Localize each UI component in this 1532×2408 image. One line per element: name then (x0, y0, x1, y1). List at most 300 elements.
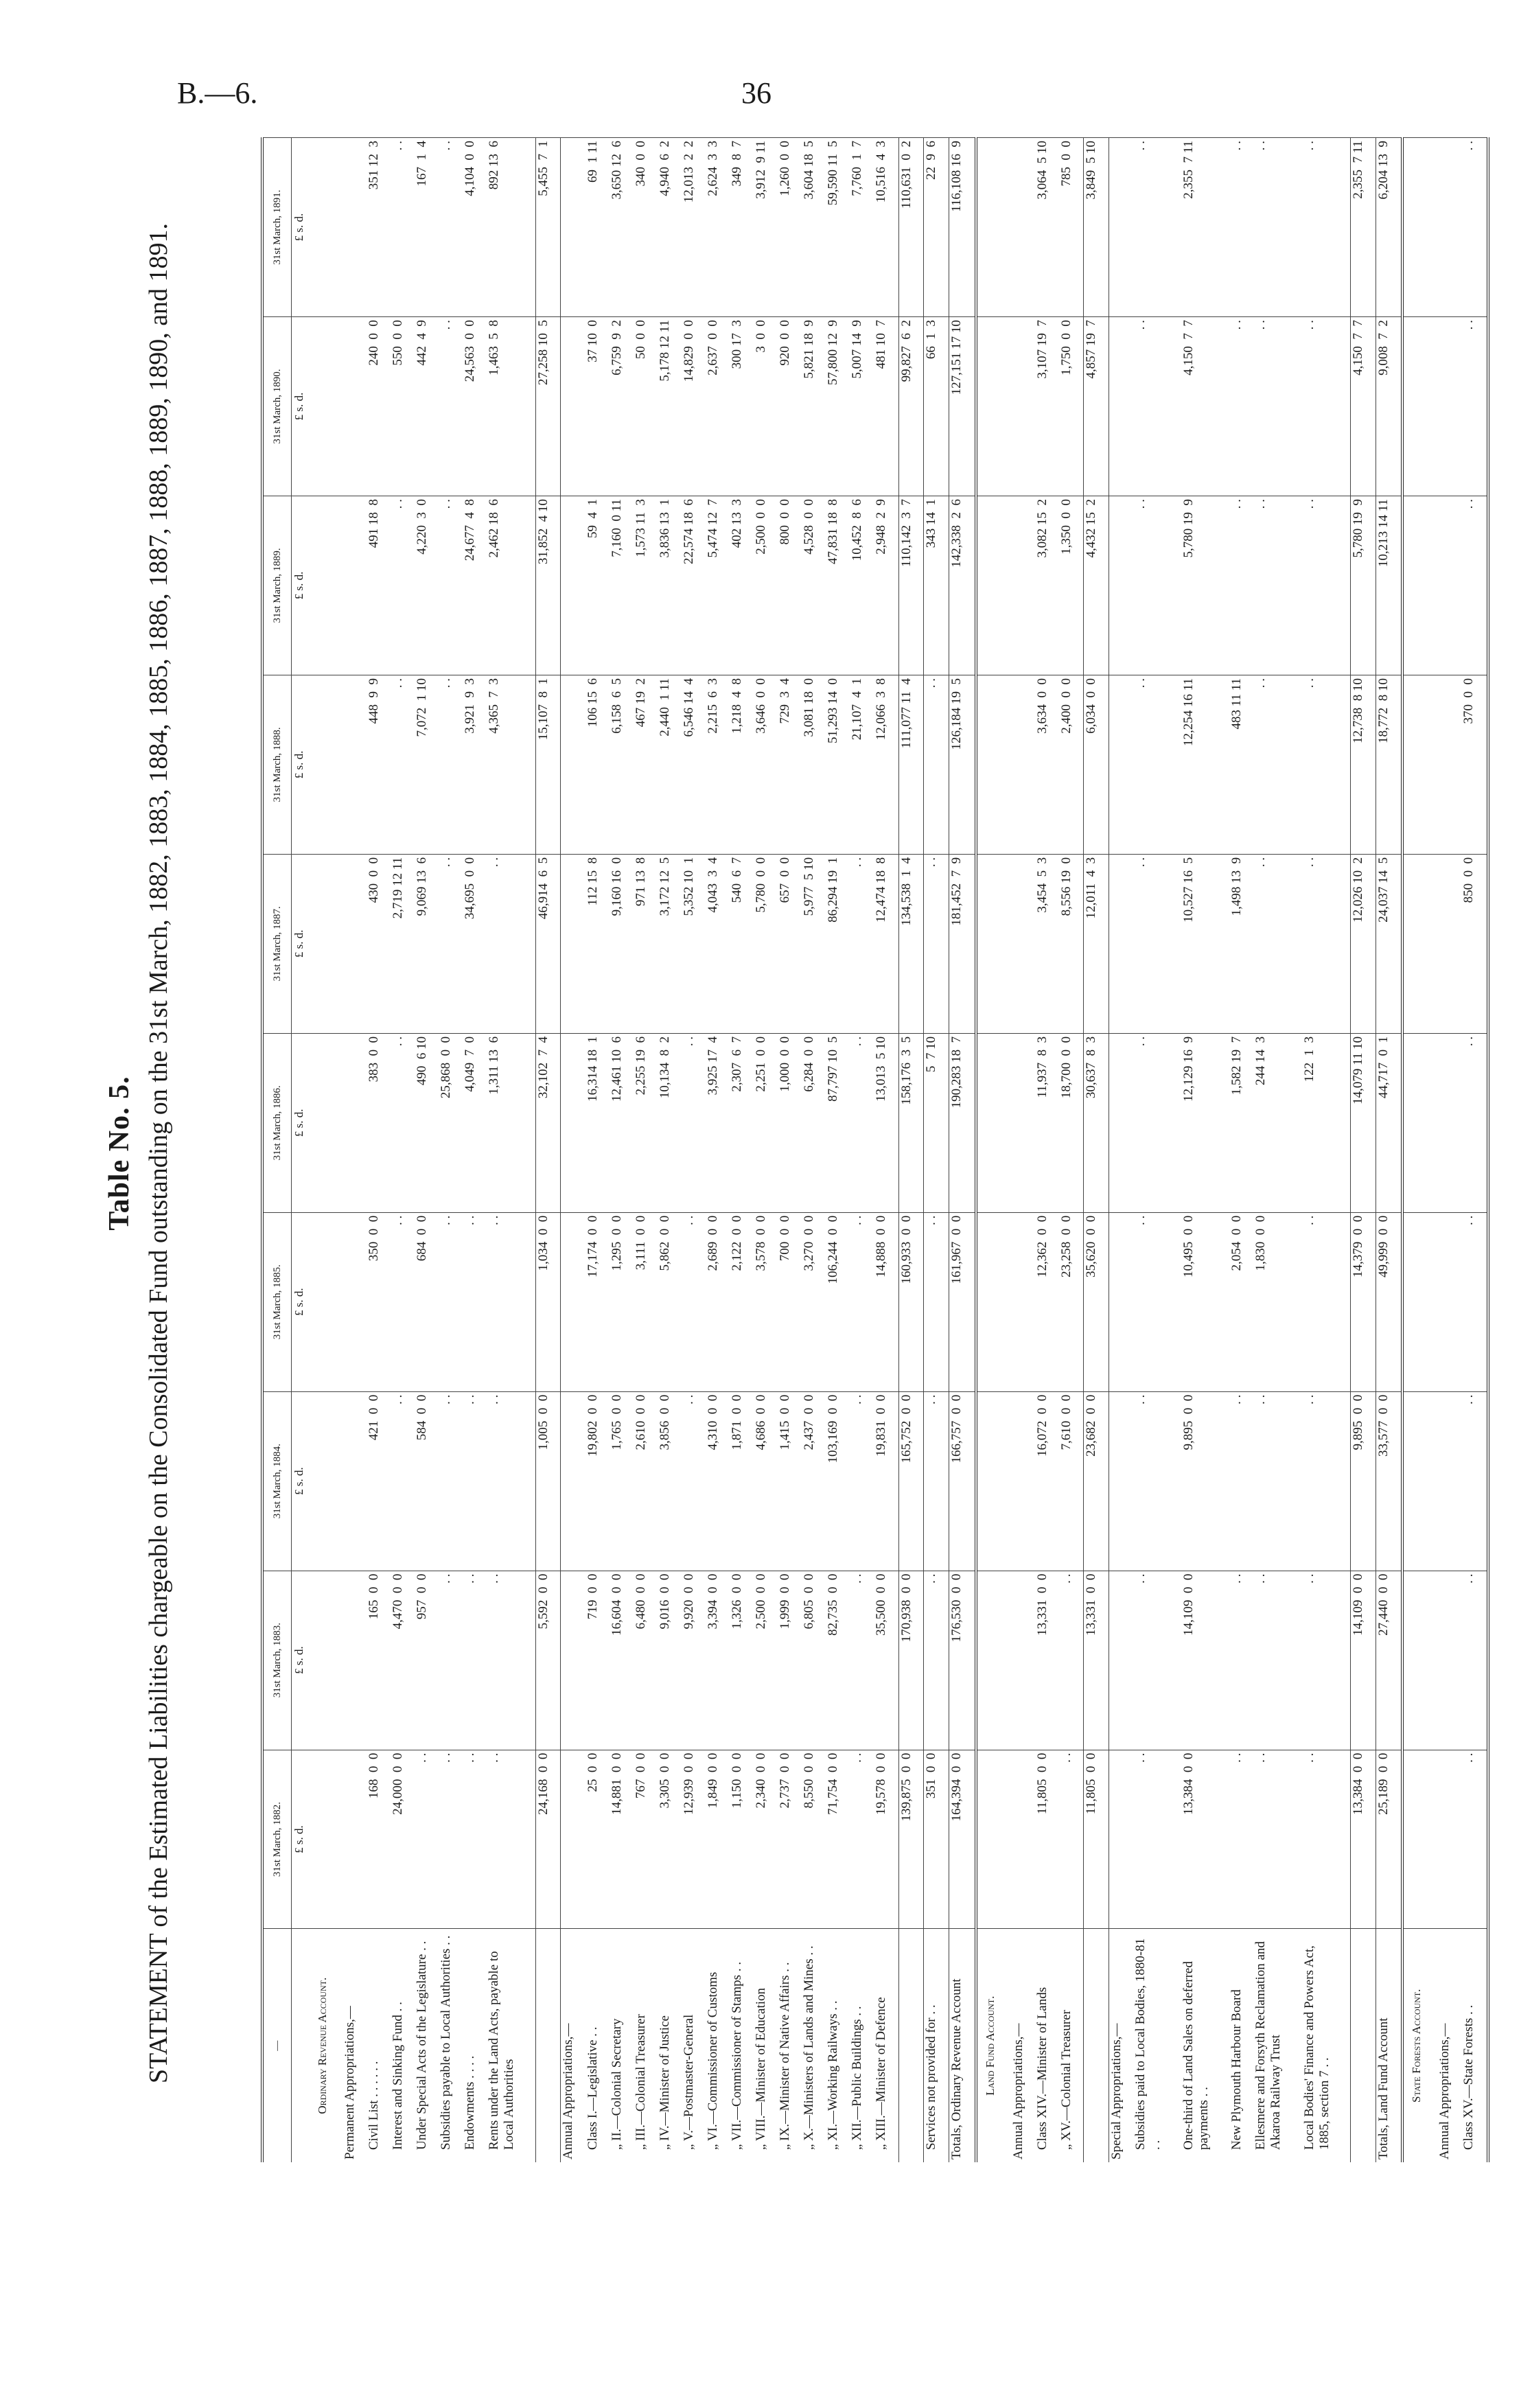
amount-cell: 1,498 13 9 (1229, 854, 1253, 1033)
amount-cell: . . (487, 1212, 535, 1391)
amount-cell: 86,294 19 1 (826, 854, 850, 1033)
amount-cell: 2,737 0 0 (778, 1750, 802, 1929)
table-row (1229, 138, 1253, 2163)
amount-cell: 5,780 0 0 (754, 854, 778, 1033)
amount-cell: 25,189 0 0 (1376, 1750, 1402, 1929)
amount-cell: 14,109 0 0 (1181, 1571, 1229, 1750)
amount-cell: 5,821 18 9 (802, 317, 826, 496)
amount-cell: 2,400 0 0 (1059, 675, 1084, 854)
units-label: £ s. d. (292, 1571, 310, 1750)
amount-cell: 27,440 0 0 (1376, 1571, 1402, 1750)
amount-cell: 383 0 0 (367, 1033, 391, 1212)
amount-cell: . . (391, 675, 415, 854)
amount-cell: 5,862 0 0 (658, 1212, 682, 1391)
empty-cell (310, 675, 343, 854)
amount-cell (1011, 854, 1035, 1033)
amount-cell: . . (1461, 1391, 1488, 1571)
amount-cell: 12,362 0 0 (1035, 1212, 1059, 1391)
amount-cell: 99,827 6 2 (898, 317, 924, 496)
table-number: Table No. 5. (104, 1076, 135, 1231)
amount-cell: . . (1133, 138, 1181, 317)
amount-cell: 3,111 0 0 (634, 1212, 658, 1391)
amount-cell: 16,604 0 0 (610, 1571, 634, 1750)
amount-cell (1109, 1571, 1133, 1750)
liabilities-table (261, 137, 1489, 2162)
amount-cell: 110,631 0 2 (898, 138, 924, 317)
amount-cell: 6,284 0 0 (802, 1033, 826, 1212)
amount-cell: . . (1253, 854, 1301, 1033)
amount-cell: 1,260 0 0 (778, 138, 802, 317)
table-row (682, 138, 706, 2163)
group-heading-row (1109, 138, 1133, 2163)
amount-cell: 700 0 0 (778, 1212, 802, 1391)
table-row (1035, 138, 1059, 2163)
row-label: „ III.—Colonial Treasurer (634, 1929, 658, 2162)
amount-cell: . . (487, 1750, 535, 1929)
amount-cell: . . (1302, 317, 1351, 496)
amount-cell: . . (415, 1750, 439, 1929)
amount-cell (561, 138, 585, 317)
empty-cell (976, 138, 1011, 317)
amount-cell (1109, 854, 1133, 1033)
amount-cell (1109, 496, 1133, 675)
amount-cell: 3 0 0 (754, 317, 778, 496)
amount-cell: . . (439, 854, 463, 1033)
amount-cell: 1,218 4 8 (730, 675, 754, 854)
amount-cell: 16,072 0 0 (1035, 1391, 1059, 1571)
amount-cell: 9,920 0 0 (682, 1571, 706, 1750)
amount-cell: . . (924, 1571, 949, 1750)
amount-cell (1109, 1212, 1133, 1391)
amount-cell: 165 0 0 (367, 1571, 391, 1750)
amount-cell: . . (1229, 1391, 1253, 1571)
amount-cell: 1,750 0 0 (1059, 317, 1084, 496)
amount-cell: 59 4 1 (585, 496, 610, 675)
amount-cell: 6,759 9 2 (610, 317, 634, 496)
amount-cell: 448 9 9 (367, 675, 391, 854)
amount-cell: 14,881 0 0 (610, 1750, 634, 1929)
amount-cell (1011, 675, 1035, 854)
amount-cell: 7,072 1 10 (415, 675, 439, 854)
amount-cell: 35,620 0 0 (1084, 1212, 1109, 1391)
amount-cell: 244 14 3 (1253, 1033, 1301, 1212)
amount-cell (1011, 1033, 1035, 1212)
amount-cell: 11,937 8 3 (1035, 1033, 1059, 1212)
amount-cell: 4,043 3 4 (706, 854, 730, 1033)
amount-cell: 19,578 0 0 (874, 1750, 898, 1929)
page-header (0, 69, 1532, 124)
empty-cell (1402, 317, 1437, 496)
empty-cell (976, 1212, 1011, 1391)
amount-cell: . . (1302, 1212, 1351, 1391)
amount-cell: . . (1253, 138, 1301, 317)
amount-cell: . . (1461, 138, 1488, 317)
amount-cell: 785 0 0 (1059, 138, 1084, 317)
amount-cell (343, 675, 367, 854)
amount-cell: . . (682, 1212, 706, 1391)
amount-cell: . . (850, 854, 874, 1033)
amount-cell (1109, 1391, 1133, 1571)
amount-cell: 158,176 3 5 (898, 1033, 924, 1212)
amount-cell (1011, 317, 1035, 496)
page-reference: B.—6. (177, 76, 258, 110)
amount-cell (1109, 138, 1133, 317)
amount-cell: 10,516 4 3 (874, 138, 898, 317)
amount-cell (1437, 675, 1461, 854)
amount-cell: 6,034 0 0 (1084, 675, 1109, 854)
amount-cell: 3,305 0 0 (658, 1750, 682, 1929)
amount-cell: 5,780 19 9 (1181, 496, 1229, 675)
amount-cell: 14,079 11 10 (1351, 1033, 1376, 1212)
empty-cell (1402, 1750, 1437, 1929)
row-label: Class XV.—State Forests . . (1461, 1929, 1488, 2162)
amount-cell: . . (1461, 496, 1488, 675)
amount-cell: 1,999 0 0 (778, 1571, 802, 1750)
table-row (487, 138, 535, 2163)
row-label: Annual Appropriations,— (561, 1929, 585, 2162)
amount-cell: 2,689 0 0 (706, 1212, 730, 1391)
amount-cell: . . (1133, 1033, 1181, 1212)
amount-cell: 2,462 18 6 (487, 496, 535, 675)
amount-cell: 2,610 0 0 (634, 1391, 658, 1571)
table-row (802, 138, 826, 2163)
amount-cell: 1,582 19 7 (1229, 1033, 1253, 1212)
amount-cell: . . (1133, 317, 1181, 496)
amount-cell: . . (463, 1750, 487, 1929)
row-label (898, 1929, 924, 2162)
units-label: £ s. d. (292, 1033, 310, 1212)
amount-cell: 5,455 7 1 (535, 138, 561, 317)
amount-cell: 483 11 11 (1229, 675, 1253, 854)
amount-cell: 134,538 1 4 (898, 854, 924, 1033)
row-label: „ X.—Ministers of Lands and Mines . . (802, 1929, 826, 2162)
empty-cell (310, 1750, 343, 1929)
amount-cell: . . (463, 1391, 487, 1571)
column-header: 31st March, 1887. (262, 854, 292, 1033)
amount-cell: 6,158 6 5 (610, 675, 634, 854)
amount-cell: 370 0 0 (1461, 675, 1488, 854)
amount-cell: 971 13 8 (634, 854, 658, 1033)
amount-cell: 3,172 12 5 (658, 854, 682, 1033)
row-label: Under Special Acts of the Legislature . . (415, 1929, 439, 2162)
amount-cell: 9,895 0 0 (1181, 1391, 1229, 1571)
row-label (1351, 1929, 1376, 2162)
column-header: 31st March, 1889. (262, 496, 292, 675)
subtotal-row (535, 138, 561, 2163)
amount-cell: . . (391, 138, 415, 317)
amount-cell: 160,933 0 0 (898, 1212, 924, 1391)
amount-cell: 14,109 0 0 (1351, 1571, 1376, 1750)
empty-cell (1402, 1571, 1437, 1750)
subtotal-row (898, 138, 924, 2163)
empty-cell (310, 138, 343, 317)
amount-cell (1437, 1212, 1461, 1391)
column-header: 31st March, 1883. (262, 1571, 292, 1750)
amount-cell: 4,470 0 0 (391, 1571, 415, 1750)
amount-cell (561, 496, 585, 675)
amount-cell: 6,204 13 9 (1376, 138, 1402, 317)
amount-cell (561, 1033, 585, 1212)
amount-cell: 18,772 8 10 (1376, 675, 1402, 854)
row-label: „ XIII.—Minister of Defence (874, 1929, 898, 2162)
amount-cell: 6,546 14 4 (682, 675, 706, 854)
column-header: 31st March, 1886. (262, 1033, 292, 1212)
amount-cell: 3,650 12 6 (610, 138, 634, 317)
amount-cell (343, 854, 367, 1033)
amount-cell: 5,007 14 9 (850, 317, 874, 496)
amount-cell: 9,069 13 6 (415, 854, 439, 1033)
amount-cell: . . (1253, 675, 1301, 854)
amount-cell: 170,938 0 0 (898, 1571, 924, 1750)
amount-cell: 2,948 2 9 (874, 496, 898, 675)
amount-cell: 1,350 0 0 (1059, 496, 1084, 675)
amount-cell: . . (1229, 1571, 1253, 1750)
amount-cell: 491 18 8 (367, 496, 391, 675)
amount-cell: 112 15 8 (585, 854, 610, 1033)
amount-cell: 442 4 9 (415, 317, 439, 496)
amount-cell: 8,550 0 0 (802, 1750, 826, 1929)
amount-cell: 106 15 6 (585, 675, 610, 854)
amount-cell: 3,107 19 7 (1035, 317, 1059, 496)
row-label: Local Bodies' Finance and Powers Act, 1885, section 7 . . (1302, 1929, 1351, 2162)
amount-cell: 1,150 0 0 (730, 1750, 754, 1929)
amount-cell: 12,474 18 8 (874, 854, 898, 1033)
amount-cell: 1,000 0 0 (778, 1033, 802, 1212)
amount-cell: 584 0 0 (415, 1391, 439, 1571)
table-row (610, 138, 634, 2163)
amount-cell: 343 14 1 (924, 496, 949, 675)
amount-cell: 164,394 0 0 (949, 1750, 976, 1929)
amount-cell: . . (439, 1750, 463, 1929)
table-row (585, 138, 610, 2163)
amount-cell: 2,624 3 3 (706, 138, 730, 317)
row-label: Class XIV.—Minister of Lands (1035, 1929, 1059, 2162)
amount-cell: 2,719 12 11 (391, 854, 415, 1033)
page-number: 36 (741, 76, 771, 110)
units-corner (292, 1929, 310, 2162)
amount-cell: 122 1 3 (1302, 1033, 1351, 1212)
empty-cell (1402, 496, 1437, 675)
amount-cell: 3,856 0 0 (658, 1391, 682, 1571)
amount-cell: 3,912 9 11 (754, 138, 778, 317)
amount-cell: . . (850, 1750, 874, 1929)
amount-cell: 8,556 19 0 (1059, 854, 1084, 1033)
amount-cell (343, 1391, 367, 1571)
row-label: Annual Appropriations,— (1437, 1929, 1461, 2162)
amount-cell: . . (463, 1212, 487, 1391)
amount-cell: 165,752 0 0 (898, 1391, 924, 1571)
amount-cell: 5,977 5 10 (802, 854, 826, 1033)
amount-cell: 3,454 5 3 (1035, 854, 1059, 1033)
group-heading-row (343, 138, 367, 2163)
amount-cell: 3,081 18 0 (802, 675, 826, 854)
row-label: Subsidies payable to Local Authorities . . (439, 1929, 463, 2162)
amount-cell: . . (1253, 1391, 1301, 1571)
amount-cell (1109, 1033, 1133, 1212)
amount-cell: 51,293 14 0 (826, 675, 850, 854)
amount-cell: 181,452 7 9 (949, 854, 976, 1033)
amount-cell: 1,295 0 0 (610, 1212, 634, 1391)
amount-cell: 2,440 1 11 (658, 675, 682, 854)
amount-cell: 71,754 0 0 (826, 1750, 850, 1929)
amount-cell: 17,174 0 0 (585, 1212, 610, 1391)
amount-cell: 25,868 0 0 (439, 1033, 463, 1212)
row-label: „ VI.—Commissioner of Customs (706, 1929, 730, 2162)
amount-cell: 127,151 17 10 (949, 317, 976, 496)
table-title: STATEMENT of the Estimated Liabilities chargeable on the Consolidated Fund outstanding on the 31st March, 1882, 1883, 1884, 1885, 1886, 1887, 1888, 1889, 1890, and 1891. (144, 222, 173, 2084)
amount-cell: 5 7 10 (924, 1033, 949, 1212)
table-row (1461, 138, 1488, 2163)
amount-cell: . . (924, 1212, 949, 1391)
amount-cell: 22 9 6 (924, 138, 949, 317)
amount-cell: 33,577 0 0 (1376, 1391, 1402, 1571)
total-row (1376, 138, 1402, 2163)
amount-cell: 2,251 0 0 (754, 1033, 778, 1212)
amount-cell: . . (463, 1571, 487, 1750)
amount-cell (561, 1212, 585, 1391)
amount-cell: . . (1302, 1391, 1351, 1571)
row-label: Class I.—Legislative . . (585, 1929, 610, 2162)
column-header-row (262, 138, 292, 2163)
amount-cell: . . (1302, 496, 1351, 675)
amount-cell: 111,077 11 4 (898, 675, 924, 854)
amount-cell: 12,254 16 11 (1181, 675, 1229, 854)
amount-cell: . . (439, 1212, 463, 1391)
amount-cell: . . (1253, 317, 1301, 496)
table-row (924, 138, 949, 2163)
empty-cell (310, 496, 343, 675)
amount-cell: 1,765 0 0 (610, 1391, 634, 1571)
empty-cell (976, 854, 1011, 1033)
amount-cell: . . (391, 1212, 415, 1391)
table-row (730, 138, 754, 2163)
amount-cell: 2,122 0 0 (730, 1212, 754, 1391)
row-label (1084, 1929, 1109, 2162)
units-label: £ s. d. (292, 1391, 310, 1571)
amount-cell (343, 1571, 367, 1750)
row-label: „ VII.—Commissioner of Stamps . . (730, 1929, 754, 2162)
amount-cell: 110,142 3 7 (898, 496, 924, 675)
amount-cell: 1,573 11 3 (634, 496, 658, 675)
amount-cell: . . (439, 496, 463, 675)
empty-cell (976, 1571, 1011, 1750)
amount-cell: 9,895 0 0 (1351, 1391, 1376, 1571)
amount-cell: 9,008 7 2 (1376, 317, 1402, 496)
corner-header: — (262, 1929, 292, 2162)
amount-cell (1437, 1750, 1461, 1929)
amount-cell: 12,066 3 8 (874, 675, 898, 854)
section-heading: State Forests Account. (1402, 1929, 1437, 2162)
empty-cell (310, 854, 343, 1033)
amount-cell: 82,735 0 0 (826, 1571, 850, 1750)
amount-cell: 25 0 0 (585, 1750, 610, 1929)
amount-cell: 800 0 0 (778, 496, 802, 675)
amount-cell: . . (924, 1391, 949, 1571)
amount-cell: 126,184 19 5 (949, 675, 976, 854)
amount-cell: . . (439, 317, 463, 496)
amount-cell: 1,326 0 0 (730, 1571, 754, 1750)
row-label (535, 1929, 561, 2162)
group-heading-row (561, 138, 585, 2163)
empty-cell (976, 1750, 1011, 1929)
amount-cell: . . (682, 1033, 706, 1212)
amount-cell: 168 0 0 (367, 1750, 391, 1929)
table-row (1181, 138, 1229, 2163)
amount-cell: 34,695 0 0 (463, 854, 487, 1033)
amount-cell (343, 1750, 367, 1929)
amount-cell: 24,037 14 5 (1376, 854, 1402, 1033)
empty-cell (1402, 1033, 1437, 1212)
amount-cell: . . (1461, 1033, 1488, 1212)
table-row (1059, 138, 1084, 2163)
amount-cell: 4,528 0 0 (802, 496, 826, 675)
amount-cell: 2,355 7 11 (1351, 138, 1376, 317)
subtotal-row (1351, 138, 1376, 2163)
amount-cell: 23,682 0 0 (1084, 1391, 1109, 1571)
empty-cell (1402, 675, 1437, 854)
section-heading-row (310, 138, 343, 2163)
amount-cell: 719 0 0 (585, 1571, 610, 1750)
row-label: „ XV.—Colonial Treasurer (1059, 1929, 1084, 2162)
table-row (415, 138, 439, 2163)
table-row (1253, 138, 1301, 2163)
units-row (292, 138, 310, 2163)
amount-cell: . . (1302, 1750, 1351, 1929)
subtotal-row (1084, 138, 1109, 2163)
amount-cell: . . (1302, 675, 1351, 854)
amount-cell: . . (1461, 1750, 1488, 1929)
row-label: Interest and Sinking Fund . . (391, 1929, 415, 2162)
amount-cell: 12,939 0 0 (682, 1750, 706, 1929)
amount-cell: 14,888 0 0 (874, 1212, 898, 1391)
amount-cell: 11,805 0 0 (1084, 1750, 1109, 1929)
amount-cell: . . (439, 1391, 463, 1571)
amount-cell: 2,637 0 0 (706, 317, 730, 496)
amount-cell: . . (391, 1033, 415, 1212)
row-label: One-third of Land Sales on deferred payments . . (1181, 1929, 1229, 2162)
amount-cell: 10,452 8 6 (850, 496, 874, 675)
amount-cell: . . (850, 1571, 874, 1750)
amount-cell: . . (850, 1212, 874, 1391)
units-label: £ s. d. (292, 1750, 310, 1929)
table-row (1133, 138, 1181, 2163)
column-header: 31st March, 1885. (262, 1212, 292, 1391)
amount-cell: 10,213 14 11 (1376, 496, 1402, 675)
empty-cell (976, 317, 1011, 496)
amount-cell (561, 1750, 585, 1929)
amount-cell: 10,495 0 0 (1181, 1212, 1229, 1391)
column-header: 31st March, 1888. (262, 675, 292, 854)
units-label: £ s. d. (292, 854, 310, 1033)
amount-cell: . . (391, 1391, 415, 1571)
amount-cell: 2,500 0 0 (754, 1571, 778, 1750)
amount-cell: 50 0 0 (634, 317, 658, 496)
amount-cell: 44,717 0 1 (1376, 1033, 1402, 1212)
amount-cell: 3,394 0 0 (706, 1571, 730, 1750)
amount-cell: . . (1133, 1750, 1181, 1929)
amount-cell: 5,592 0 0 (535, 1571, 561, 1750)
amount-cell: 4,940 6 2 (658, 138, 682, 317)
column-header: 31st March, 1890. (262, 317, 292, 496)
table-row (826, 138, 850, 2163)
amount-cell: 3,836 13 1 (658, 496, 682, 675)
amount-cell: 30,637 8 3 (1084, 1033, 1109, 1212)
amount-cell: 13,384 0 0 (1351, 1750, 1376, 1929)
amount-cell: 540 6 7 (730, 854, 754, 1033)
amount-cell: 7,610 0 0 (1059, 1391, 1084, 1571)
amount-cell (343, 1033, 367, 1212)
column-header: 31st March, 1882. (262, 1750, 292, 1929)
